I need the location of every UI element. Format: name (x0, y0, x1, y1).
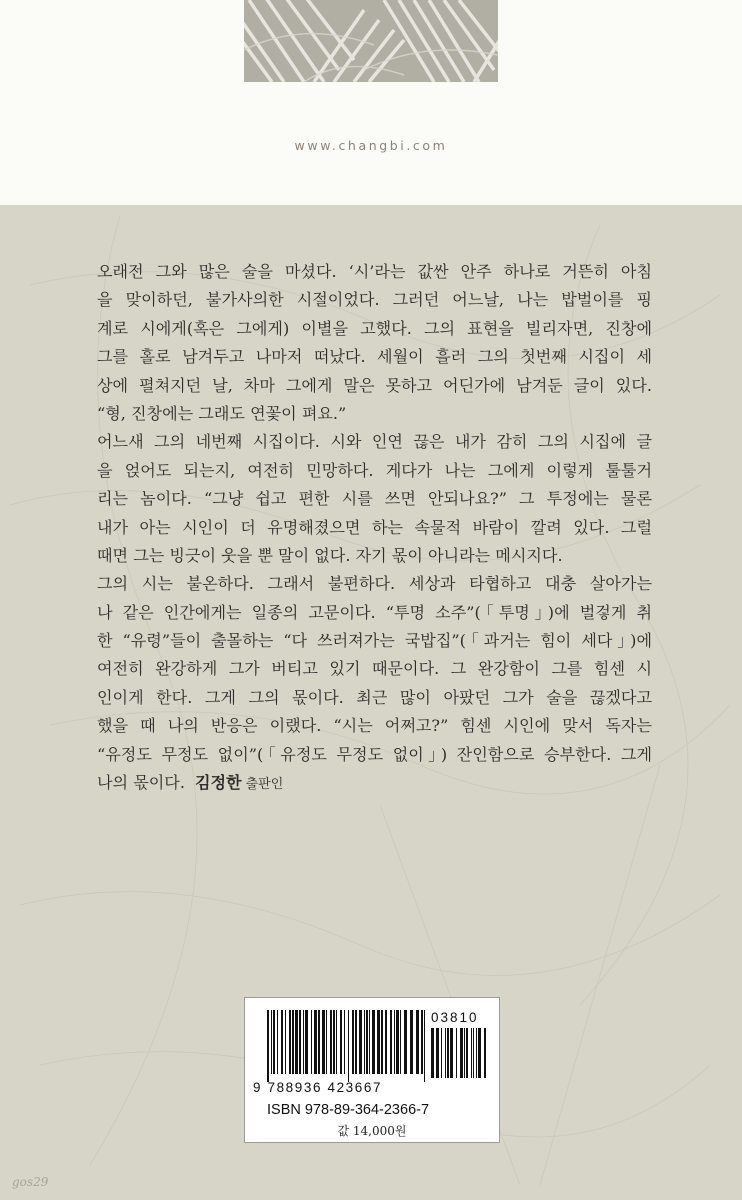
barcode-bar (396, 1010, 399, 1074)
barcode-bar (431, 1028, 434, 1078)
barcode-bar (281, 1010, 283, 1074)
isbn-barcode (267, 1010, 427, 1082)
author-role: 출판인 (245, 777, 284, 793)
barcode-bar (390, 1010, 392, 1074)
barcode-bar (289, 1010, 291, 1074)
barcode-bar (445, 1028, 446, 1078)
barcode-bar (394, 1010, 395, 1074)
addon-barcode (431, 1028, 487, 1086)
barcode-bar (333, 1010, 335, 1074)
addon-code: 03810 (431, 1010, 479, 1025)
publisher-website: www.changbi.com (294, 138, 448, 153)
blurb-line: 했을 때 나의 반응은 이랬다. “시는 어쩌고?” 힘센 시인에 맞서 독자는 (97, 716, 652, 736)
barcode-bar (471, 1028, 472, 1078)
barcode-bar (318, 1010, 320, 1074)
barcode-bar (456, 1028, 457, 1078)
barcode-bar (478, 1028, 481, 1078)
barcode-bar (385, 1010, 387, 1074)
blurb-last-line (97, 769, 652, 797)
blurb-line: 오래전 그와 많은 술을 마셨다. ‘시’라는 값싼 안주 하나로 거뜬히 아침 (97, 262, 652, 281)
barcode-bar (484, 1028, 486, 1078)
blurb-line: 때면 그는 빙긋이 웃을 뿐 말이 없다. 자기 몫이 아니라는 메시지다. (97, 545, 563, 565)
barcode-bar (355, 1010, 357, 1074)
barcode-bar (311, 1010, 312, 1074)
barcode-bar (473, 1028, 474, 1078)
barcode-bar (476, 1028, 477, 1078)
barcode-bar (277, 1010, 278, 1074)
corner-mark: gos29 (12, 1175, 49, 1189)
blurb-line: 어느새 그의 네번째 시집이다. 시와 인연 끊은 내가 감히 그의 시집에 글 (97, 432, 652, 452)
barcode-bar (292, 1010, 294, 1074)
barcode-bar (464, 1028, 465, 1078)
barcode-bar (436, 1028, 439, 1078)
price-label: 값 14,000원 (337, 1124, 407, 1138)
blurb-line: 그를 홀로 남겨두고 나마저 떠났다. 세월이 흘러 그의 첫번째 시집이 세 (97, 347, 652, 367)
barcode-bar (364, 1010, 365, 1074)
barcode-bar (404, 1010, 407, 1074)
isbn-number: ISBN 978-89-364-2366-7 (267, 1102, 430, 1118)
barcode-bar (466, 1028, 468, 1078)
blurb-line: 나의 몫이다. (97, 773, 185, 793)
barcode-bar (359, 1010, 362, 1074)
barcode-bar (295, 1010, 298, 1074)
barcode-bar (267, 1010, 269, 1082)
blurb-line: 계로 시에게(혹은 그에게) 이별을 고했다. 그의 표현을 빌리자면, 진창에 (97, 318, 652, 338)
barcode-bar (447, 1028, 449, 1078)
barcode-bar (441, 1028, 442, 1078)
barcode-bar (326, 1010, 327, 1074)
blurb-line: 리는 놈이다. “그냥 쉽고 편한 시를 쓰면 안되나요?” 그 투정에는 물론 (97, 489, 652, 509)
blurb-line: “형, 진창에는 그래도 연꽃이 펴요.” (97, 403, 347, 423)
barcode-bar (344, 1010, 345, 1074)
blurb-line: 을 얹어도 되는지, 여전히 민망하다. 게다가 나는 그에게 이렇게 툴툴거 (97, 460, 652, 480)
isbn-digits: 9 788936 423667 (253, 1080, 383, 1095)
blurb-line: 인이게 한다. 그게 그의 몫이다. 최근 많이 아팠던 그가 술을 끊겠다고 (97, 687, 652, 707)
barcode-bar (400, 1010, 401, 1074)
barcode-bar (421, 1010, 423, 1074)
barcode-bar (299, 1010, 301, 1074)
blurb-line: 내가 아는 시인이 더 유명해졌으면 하는 속물적 바람이 깔려 있다. 그럴 (97, 517, 652, 537)
barcode-bar (340, 1010, 342, 1074)
barcode-bar (305, 1010, 308, 1074)
barcode-bar (410, 1010, 413, 1074)
barcode-bar (352, 1010, 354, 1074)
cover-art-panel (244, 0, 498, 82)
barcode-bar (377, 1010, 380, 1074)
blurb-line: 나 같은 인간에게는 일종의 고문이다. “투명 소주”(「투명」)에 벌겋게 취 (97, 602, 652, 622)
barcode-bar (303, 1010, 304, 1074)
blurb-line: 그의 시는 불온하다. 그래서 불편하다. 세상과 타협하고 대충 살아가는 (97, 574, 652, 594)
blurb-line: 을 맞이하던, 불가사의한 시절이었다. 그러던 어느날, 나는 밥벌이를 핑 (97, 290, 652, 310)
book-blurb (97, 258, 652, 797)
blurb-line: 여전히 완강하게 그가 버티고 있기 때문이다. 그 완강함이 그를 힘센 시 (97, 659, 652, 679)
barcode-bar (424, 1010, 425, 1082)
blurb-line: “유정도 무정도 없이”(「유정도 무정도 없이」) 잔인함으로 승부한다. 그게 (97, 744, 652, 764)
barcode-bar (460, 1028, 463, 1078)
blurb-line: 한 “유령”들이 출몰하는 “다 쓰러져가는 국밥집”(「과거는 힘이 세다」)에 (97, 631, 652, 651)
barcode-bar (330, 1010, 332, 1074)
author-name: 김정한 (194, 773, 242, 793)
barcode-bar (271, 1010, 272, 1074)
barcode-bar (314, 1010, 317, 1074)
barcode-bar (369, 1010, 370, 1074)
barcode-bar (285, 1010, 286, 1074)
barcode-bar (372, 1010, 375, 1074)
barcode-bar (450, 1028, 453, 1078)
blurb-line: 상에 펼쳐지던 날, 차마 그에게 말은 못하고 어딘가에 남겨둔 글이 있다. (97, 375, 652, 395)
barcode-bar (366, 1010, 368, 1074)
barcode-bar (336, 1010, 337, 1074)
barcode-bar (381, 1010, 383, 1074)
barcode-bar (273, 1010, 275, 1074)
barcode-bar (348, 1010, 349, 1082)
abstract-leaf-pattern (244, 0, 498, 82)
barcode-bar (416, 1010, 419, 1074)
barcode-bar (322, 1010, 325, 1074)
barcode-label (244, 997, 500, 1143)
